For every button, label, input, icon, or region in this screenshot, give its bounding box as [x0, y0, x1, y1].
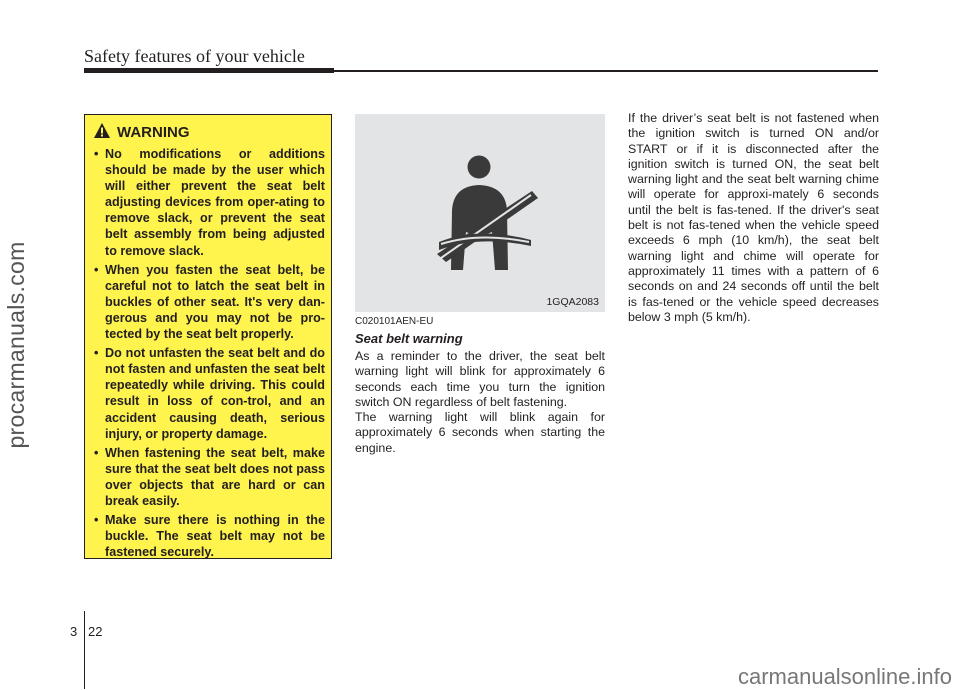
seat-belt-warning-icon [355, 114, 605, 312]
warning-item-text: Make sure there is nothing in the buckle. The seat belt may not be fastened securely. [105, 513, 325, 560]
section-heading: Seat belt warning [355, 331, 463, 346]
warning-triangle-icon [93, 122, 111, 139]
warning-item: • Make sure there is nothing in the buckle. The seat belt may not be fastened securely. [94, 513, 325, 560]
body-paragraph: If the driver’s seat belt is not fastened when the ignition switch is turned ON and/or START or if it is disconnected after the ignition switch is turned ON, the seat belt warning light and the seat belt warning chime will operate for approxi-mately 6 seconds until the belt is fas-tened. If the driver's seat belt is not fas-tened when the vehicle speed exceeds 6 mph (10 km/h), the seat belt warning light and chime will operate for approximately 11 times with a pattern of 6 seconds on and 24 seconds off until the belt is fas-tened or the vehicle speed decreases below 3 mph (5 km/h). [628, 111, 879, 324]
warning-item-text: No modifications or additions should be made by the user which will either prevent the seat belt adjusting devices from oper-ating to remove slack, or prevent the seat belt assembly from being adjusted to remove slack. [105, 147, 325, 258]
side-watermark: procarmanuals.com [3, 241, 29, 449]
header-rule-thick [84, 68, 334, 73]
footer-rule [84, 611, 85, 689]
warning-item-text: When fastening the seat belt, make sure that the seat belt does not pass over objects that are hard or can break easily. [105, 445, 325, 508]
chapter-number: 3 [70, 624, 78, 639]
warning-list [93, 146, 325, 563]
warning-box [84, 114, 332, 559]
body-paragraph: The warning light will blink again for approximately 6 seconds when starting the engine. [355, 410, 605, 455]
warning-item: • When fastening the seat belt, make sure that the seat belt does not pass over objects that are hard or can break easily. [94, 445, 325, 508]
warning-item-text: Do not unfasten the seat belt and do not fasten and unfasten the seat belt repeatedly while driving. This could result in loss of con-trol, and an accident causing death, serious injury, or property damage. [105, 346, 325, 441]
footer-watermark: carmanualsonline.info [737, 664, 952, 689]
figure-code: 1GQA2083 [546, 296, 599, 308]
warning-item: • When you fasten the seat belt, be careful not to latch the seat belt in buckles of other seat. It's very dan-gerous and you may not be pro-tected by the seat belt properly. [94, 262, 325, 342]
seat-belt-figure [355, 114, 605, 312]
warning-item: • Do not unfasten the seat belt and do not fasten and unfasten the seat belt repeatedly while driving. This could result in loss of con-trol, and an accident causing death, serious injury, or property damage. [94, 346, 325, 441]
warning-item-text: When you fasten the seat belt, be careful not to latch the seat belt in buckles of other seat. It's very dan-gerous and you may not be pro-tected by the seat belt properly. [105, 262, 325, 342]
page-number: 22 [88, 624, 103, 639]
body-paragraph: As a reminder to the driver, the seat belt warning light will blink for approximately 6 seconds each time you turn the ignition switch ON regardless of belt fastening. [355, 349, 605, 409]
doc-code: C020101AEN-EU [355, 316, 434, 327]
page-header-title: Safety features of your vehicle [84, 46, 305, 66]
warning-title: WARNING [117, 124, 190, 141]
header-rule-thin [334, 70, 878, 72]
warning-item: • No modifications or additions should be made by the user which will either prevent the seat belt adjusting devices from oper-ating to remove slack, or prevent the seat belt assembly from being adjusted to remove slack. [94, 147, 325, 258]
